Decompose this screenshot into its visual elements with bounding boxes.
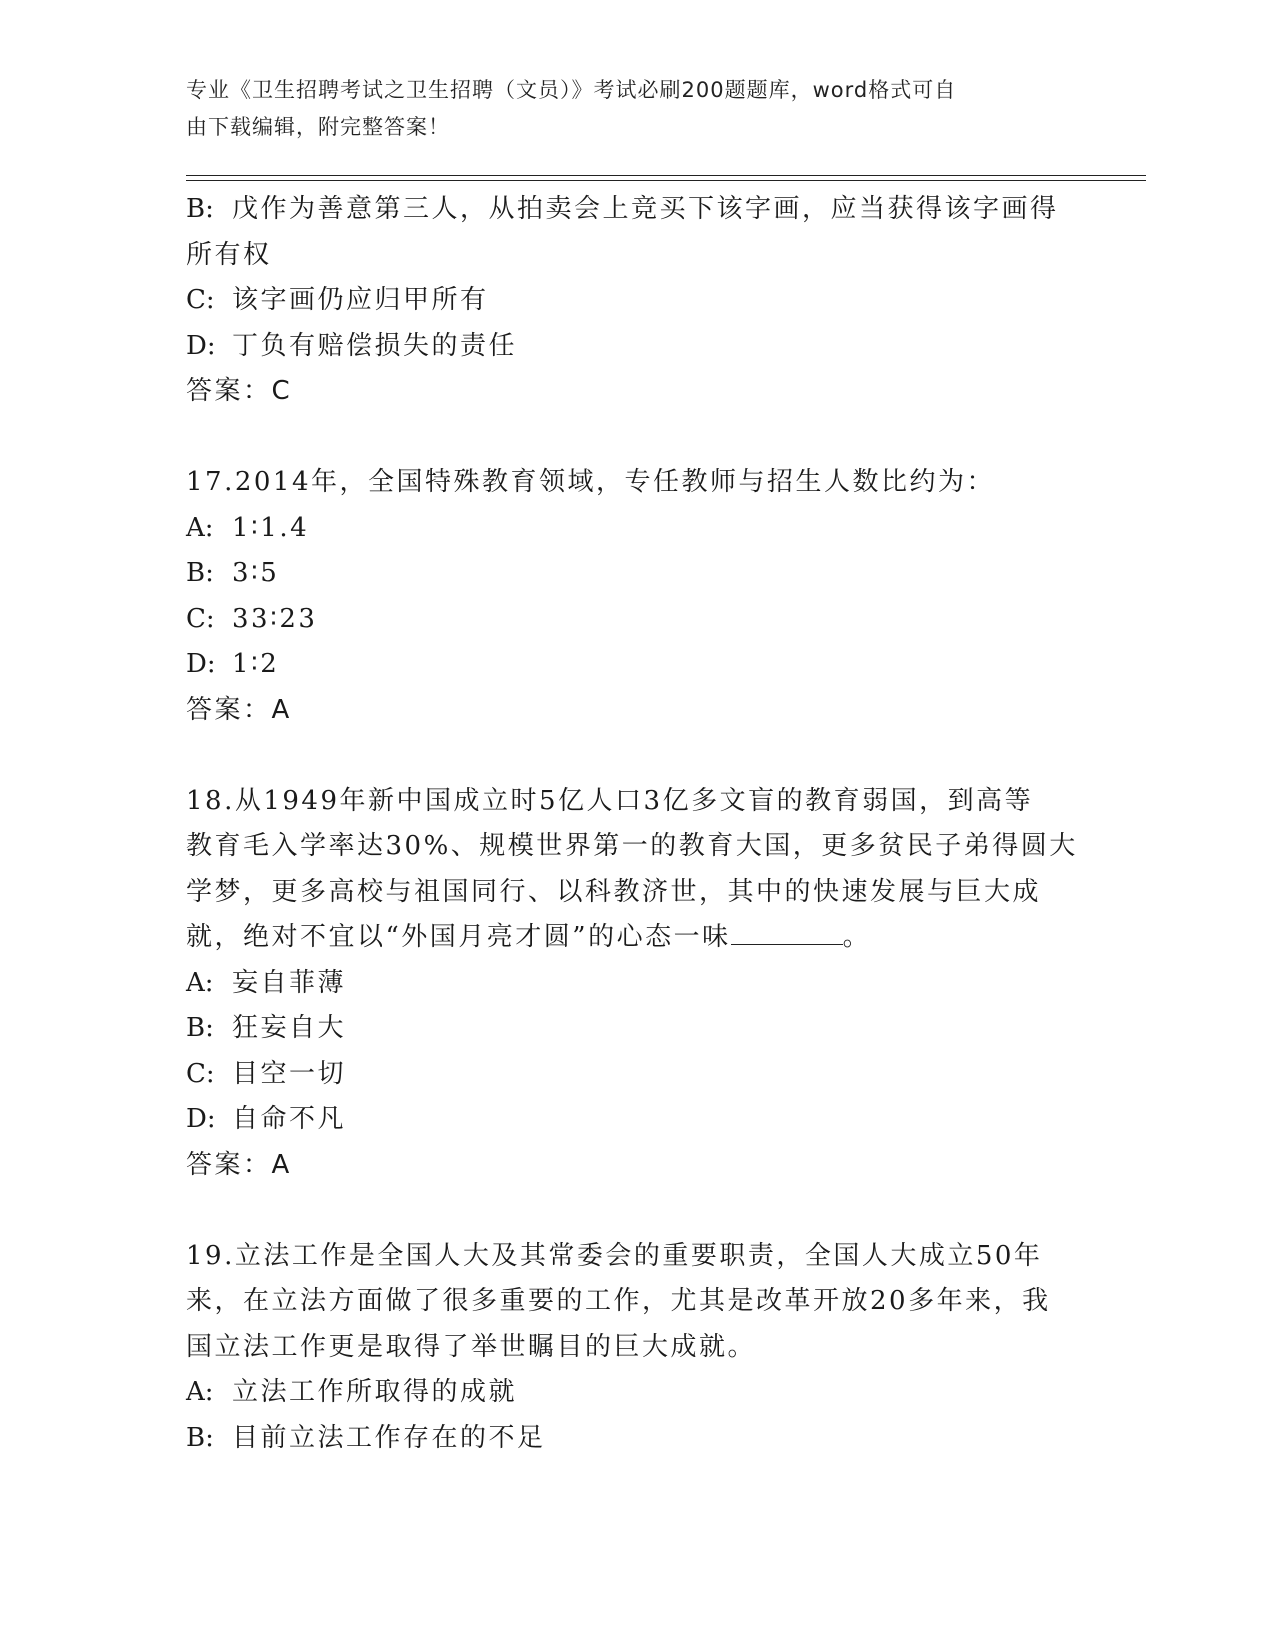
question-16 xyxy=(186,187,1086,415)
option-text: 立法工作所取得的成就 xyxy=(232,1377,518,1407)
option-a xyxy=(186,506,1086,552)
option-text: 33∶23 xyxy=(232,603,318,634)
option-text: 丁负有赔偿损失的责任 xyxy=(232,330,518,361)
option-c xyxy=(186,278,1086,324)
answer: 答案：A xyxy=(186,1149,292,1180)
stem-text: 。 xyxy=(842,922,872,952)
option-label: A: xyxy=(186,512,214,543)
question-list xyxy=(186,187,1086,1461)
option-b xyxy=(186,1006,1086,1052)
option-b xyxy=(186,187,1086,233)
question-stem: 学梦，更多高校与祖国同行、以科教济世，其中的快速发展与巨大成 xyxy=(186,876,1042,907)
question-stem: 国立法工作更是取得了举世瞩目的巨大成就。 xyxy=(186,1331,757,1362)
option-text: 目前立法工作存在的不足 xyxy=(232,1422,546,1453)
question-17 xyxy=(186,460,1086,733)
header-divider-bottom xyxy=(186,180,1146,181)
fill-blank xyxy=(731,916,843,945)
question-stem: 19.立法工作是全国人大及其常委会的重要职责，全国人大成立50年 xyxy=(186,1240,1043,1271)
option-label: D: xyxy=(186,330,216,361)
option-label: D: xyxy=(186,1104,216,1134)
option-c xyxy=(186,597,1086,643)
stem-text: 就，绝对不宜以“外国月亮才圆”的心态一味 xyxy=(186,922,731,952)
question-stem xyxy=(186,915,1086,961)
option-text: 自命不凡 xyxy=(232,1104,347,1134)
option-c xyxy=(186,1052,1086,1098)
option-label: B: xyxy=(186,1422,214,1453)
option-d xyxy=(186,642,1086,688)
option-text: 目空一切 xyxy=(232,1058,347,1089)
option-b xyxy=(186,1416,1086,1462)
option-label: B: xyxy=(186,194,214,224)
option-text: 狂妄自大 xyxy=(232,1013,347,1043)
question-stem: 18.从1949年新中国成立时5亿人口3亿多文盲的教育弱国，到高等 xyxy=(186,785,1034,816)
option-d xyxy=(186,324,1086,370)
answer: 答案：C xyxy=(186,376,293,406)
option-text: 妄自菲薄 xyxy=(232,967,347,998)
option-d xyxy=(186,1097,1086,1143)
question-19 xyxy=(186,1234,1086,1462)
option-label: A: xyxy=(186,967,214,998)
option-label: A: xyxy=(186,1377,214,1407)
option-text: 3∶5 xyxy=(232,558,280,588)
header-divider-top xyxy=(186,175,1146,176)
option-label: C: xyxy=(186,285,215,315)
spacer xyxy=(186,733,1086,779)
document-header xyxy=(186,72,1066,146)
option-b-continuation: 所有权 xyxy=(186,239,272,270)
option-label: C: xyxy=(186,1058,215,1089)
question-stem: 17.2014年，全国特殊教育领域，专任教师与招生人数比约为： xyxy=(186,467,996,497)
option-b xyxy=(186,551,1086,597)
option-label: C: xyxy=(186,603,215,634)
option-text: 1∶2 xyxy=(232,649,280,679)
header-line-2: 由下载编辑，附完整答案！ xyxy=(186,115,450,139)
question-18 xyxy=(186,779,1086,1189)
option-text: 该字画仍应归甲所有 xyxy=(232,285,489,315)
spacer xyxy=(186,415,1086,461)
question-stem: 来，在立法方面做了很多重要的工作，尤其是改革开放20多年来，我 xyxy=(186,1286,1051,1316)
spacer xyxy=(186,1188,1086,1234)
option-a xyxy=(186,1370,1086,1416)
header-line-1: 专业《卫生招聘考试之卫生招聘（文员）》考试必刷200题题库，word格式可自 xyxy=(186,78,957,102)
answer: 答案：A xyxy=(186,694,292,725)
option-label: D: xyxy=(186,649,216,679)
question-stem: 教育毛入学率达30%、规模世界第一的教育大国，更多贫民子弟得圆大 xyxy=(186,831,1078,861)
option-label: B: xyxy=(186,1013,214,1043)
option-text: 戊作为善意第三人，从拍卖会上竞买下该字画，应当获得该字画得 xyxy=(232,194,1059,224)
option-text: 1∶1.4 xyxy=(232,512,310,543)
option-a xyxy=(186,961,1086,1007)
option-label: B: xyxy=(186,558,214,588)
